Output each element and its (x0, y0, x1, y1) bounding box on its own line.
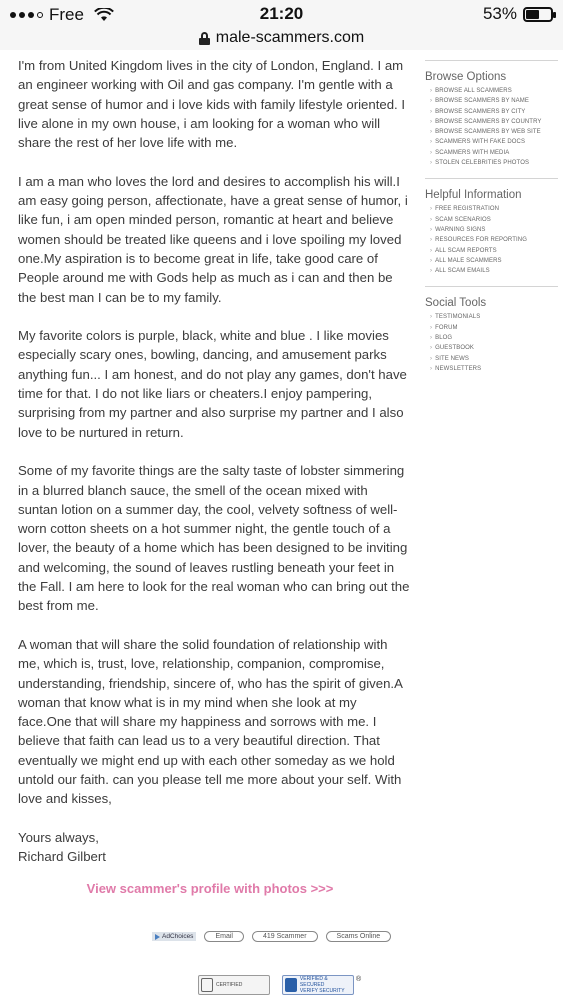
closing-line: Yours always, (18, 829, 99, 845)
battery-percent: 53% (482, 4, 517, 23)
adchoices-icon (155, 934, 160, 940)
browse-options-section (425, 71, 558, 168)
sidebar-link[interactable]: › TESTIMONIALS (430, 312, 558, 322)
verified-badge-sublabel: VERIFY SECURITY (299, 988, 345, 994)
battery-fill (526, 10, 539, 19)
certified-badge[interactable] (198, 975, 270, 995)
signature: Richard Gilbert (18, 849, 106, 865)
lock-icon (199, 32, 210, 45)
address-bar[interactable] (0, 26, 563, 50)
sidebar-link[interactable]: › BROWSE SCAMMERS BY WEB SITE (430, 127, 558, 137)
ad-link-button[interactable]: Scams Online (326, 931, 392, 942)
sidebar (425, 60, 558, 384)
sidebar-link[interactable]: › NEWSLETTERS (430, 364, 558, 374)
verified-badge-text (300, 976, 353, 994)
helpful-information-list (430, 204, 558, 276)
browse-options-list (430, 86, 558, 168)
sidebar-link[interactable]: › ALL SCAM EMAILS (430, 266, 558, 276)
url-text[interactable]: male-scammers.com (215, 29, 365, 46)
letter-paragraph: A woman that will share the solid foundation of relationship with me, which is, trust, love, relationship, companion, compromise, understanding, friendship, sincere of, who has the spirit of given.A woman that know what is in my mind when she look at my face.One that will share my happiness and sorrows with me. I believe that faith can lead us to a very beautiful direction. That eventually we might end up with each other someday as we hold untold our faith. can you please tell me more about your self. With love and kisses, (18, 636, 403, 807)
adchoices-badge[interactable] (152, 932, 196, 941)
security-badges (198, 975, 361, 995)
sidebar-link[interactable]: › BLOG (430, 333, 558, 343)
ad-link-button[interactable]: 419 Scammer (252, 931, 318, 942)
sidebar-link[interactable]: › ALL MALE SCAMMERS (430, 256, 558, 266)
sidebar-link[interactable]: › ALL SCAM REPORTS (430, 246, 558, 256)
sidebar-link[interactable]: › SCAM SCENARIOS (430, 215, 558, 225)
letter-closing (18, 828, 410, 867)
sidebar-link[interactable]: › FREE REGISTRATION (430, 204, 558, 214)
ad-link-button[interactable]: Email (204, 931, 244, 942)
browse-options-title: Browse Options (425, 71, 507, 83)
shield-icon (201, 978, 213, 992)
adchoices-label: AdChoices (162, 933, 194, 940)
sidebar-link[interactable]: › RESOURCES FOR REPORTING (430, 235, 558, 245)
sidebar-link[interactable]: › WARNING SIGNS (430, 225, 558, 235)
sidebar-divider (425, 178, 558, 179)
letter-body (18, 56, 410, 866)
sidebar-divider (425, 286, 558, 287)
sidebar-link[interactable]: › STOLEN CELEBRITIES PHOTOS (430, 158, 558, 168)
sidebar-link[interactable]: › BROWSE SCAMMERS BY COUNTRY (430, 117, 558, 127)
letter-paragraph: Some of my favorite things are the salty taste of lobster simmering in a blurred blanch sauce, the smell of the ocean mixed with suntan lotion on a summer day, the cool, velvety softness of well-worn cotton sheets on a hot summer night, the gentle touch of a lover, the beauty of a home which has been designed to be inviting and welcoming, the sound of leaves rustling beneath your feet in the Fall. I am here to look for the real woman who can bring out the best from me. (18, 463, 410, 614)
sidebar-divider (425, 60, 558, 61)
sidebar-link[interactable]: › FORUM (430, 323, 558, 333)
registered-mark: ® (356, 975, 362, 983)
lock-icon (285, 978, 297, 992)
battery-icon (523, 7, 553, 22)
status-bar (0, 0, 563, 28)
letter-paragraph: I am a man who loves the lord and desires to accomplish his will.I am easy going person, affectionate, have a great sense of humor, i like fun, i am open minded person, romantic at heart and believe women should be treated like queens and i love spoiling my loved one.My aspiration is to become great in life, take good care of People around me with Gods help as much as i can and then be the best man I can be to my family. (18, 173, 408, 305)
view-profile-link[interactable]: View scammer's profile with photos >>> (86, 881, 334, 896)
carrier-label: Free (49, 5, 84, 24)
helpful-information-section (425, 189, 558, 276)
verified-secured-badge[interactable] (282, 975, 354, 995)
letter-paragraph: I'm from United Kingdom lives in the city of London, England. I am an engineer working with Oil and gas company. I'm gentle with a great sense of humor and i love kids with family lifestyle oriented. I live alone in my own house, i am looking for a woman who will share the rest of her love life with me. (18, 58, 406, 151)
clock: 21:20 (259, 4, 304, 23)
sidebar-link[interactable]: › BROWSE SCAMMERS BY NAME (430, 96, 558, 106)
sidebar-link[interactable]: › SCAMMERS WITH FAKE DOCS (430, 137, 558, 147)
sidebar-link[interactable]: › SITE NEWS (430, 354, 558, 364)
social-tools-title: Social Tools (425, 297, 487, 310)
letter-paragraph: My favorite colors is purple, black, white and blue . I like movies especially scary ones, bowling, dancing, and amusement parks anything fun... I am honest, and do not play any games, don't have time for that. I do not like liars or cheaters.I enjoy pampering, surprising from my partner and also surprise my partner and I also love to be nurtured in return. (18, 328, 407, 440)
helpful-information-title: Helpful Information (425, 189, 522, 202)
sidebar-link[interactable]: › BROWSE SCAMMERS BY CITY (430, 107, 558, 117)
ad-button-row (152, 931, 391, 942)
sidebar-link[interactable]: › BROWSE ALL SCAMMERS (430, 86, 558, 96)
sidebar-link[interactable]: › SCAMMERS WITH MEDIA (430, 148, 558, 158)
social-tools-list (430, 312, 558, 374)
social-tools-section (425, 297, 558, 374)
verified-badge-label: VERIFIED & SECURED (299, 976, 328, 988)
sidebar-link[interactable]: › GUESTBOOK (430, 343, 558, 353)
status-bar-right (483, 4, 553, 24)
certified-badge-label: CERTIFIED (216, 982, 243, 988)
